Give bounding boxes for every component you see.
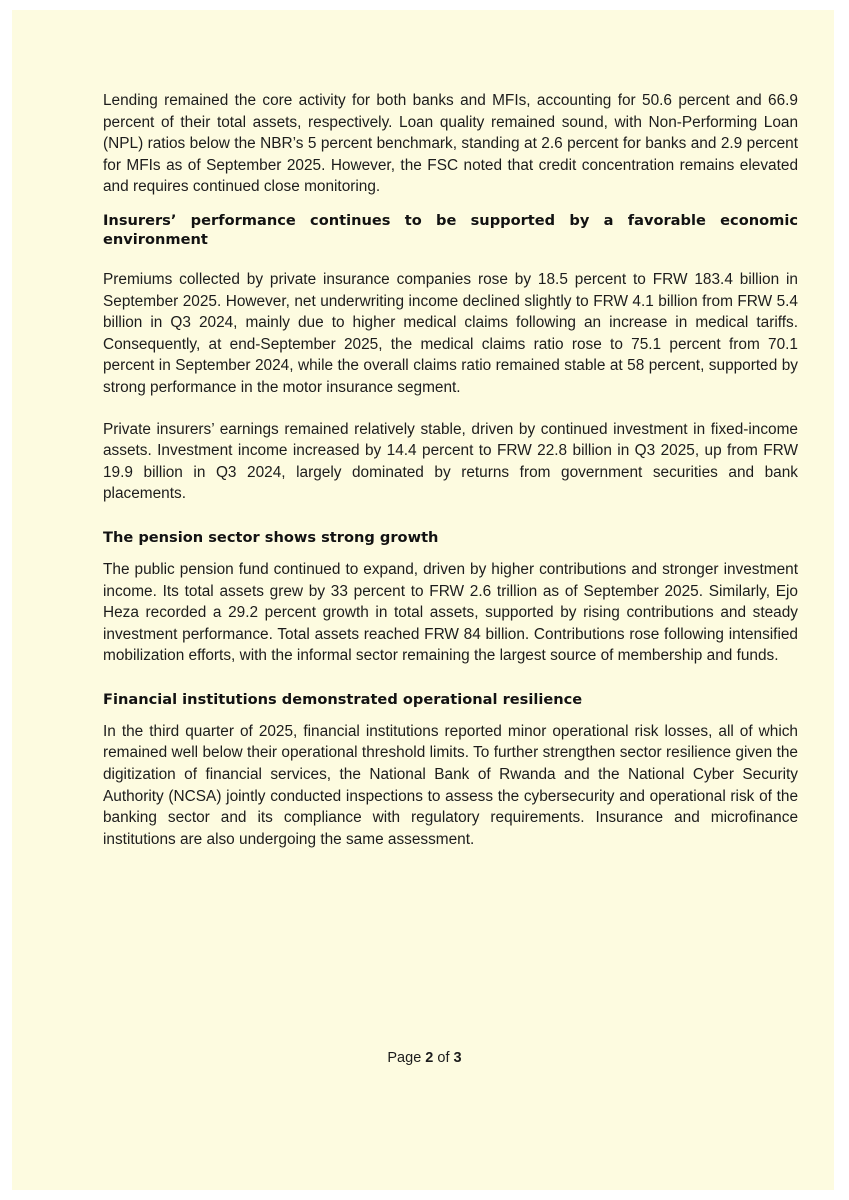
document-body [103,90,798,850]
heading-insurers: Insurers’ performance continues to be supported by a favorable economic environment [103,211,798,248]
current-page-number: 2 [425,1050,434,1066]
heading-operational: Financial institutions demonstrated operational resilience [103,690,583,708]
paragraph-lending: Lending remained the core activity for both banks and MFIs, accounting for 50.6 percent and 66.9 percent of their total assets, respectively. Loan quality remained sound, with Non-Performing Loan (NPL) ratios below the NBR’s 5 percent benchmark, standing at 2.6 percent for banks and 2.9 percent for MFIs as of September 2025. However, the FSC noted that credit concentration remains elevated and requires continued close monitoring. [103,92,798,196]
page-number-footer [0,1050,849,1066]
of-label: of [437,1050,450,1066]
page-label: Page [387,1050,422,1066]
paragraph-earnings: Private insurers’ earnings remained relatively stable, driven by continued investment in fixed-income assets. Investment income increased by 14.4 percent to FRW 22.8 billion in Q3 2025, up from FRW 19.9 billion in Q3 2024, largely dominated by returns from government securities and bank placements. [103,420,798,503]
paragraph-operational: In the third quarter of 2025, financial institutions reported minor operational risk losses, all of which remained well below their operational threshold limits. To further strengthen sector resilience given the digitization of financial services, the National Bank of Rwanda and the National Cyber Security Authority (NCSA) jointly conducted inspections to assess the cybersecurity and operational risk of the banking sector and its compliance with regulatory requirements. Insurance and microfinance institutions are also undergoing the same assessment. [103,722,798,848]
document-page [12,10,834,1190]
heading-pension: The pension sector shows strong growth [103,528,439,546]
paragraph-premiums: Premiums collected by private insurance companies rose by 18.5 percent to FRW 183.4 billion in September 2025. However, net underwriting income declined slightly to FRW 4.1 billion from FRW 5.4 billion in Q3 2024, mainly due to higher medical claims following an increase in medical tariffs. Consequently, at end-September 2025, the medical claims ratio rose to 75.1 percent from 70.1 percent in September 2024, while the overall claims ratio remained stable at 58 percent, supported by strong performance in the motor insurance segment. [103,270,798,396]
paragraph-pension: The public pension fund continued to expand, driven by higher contributions and stronger investment income. Its total assets grew by 33 percent to FRW 2.6 trillion as of September 2025. Similarly, Ejo Heza recorded a 29.2 percent growth in total assets, supported by rising contributions and steady investment performance. Total assets reached FRW 84 billion. Contributions rose following intensified mobilization efforts, with the informal sector remaining the largest source of membership and funds. [103,560,798,665]
total-pages-number: 3 [453,1050,462,1066]
